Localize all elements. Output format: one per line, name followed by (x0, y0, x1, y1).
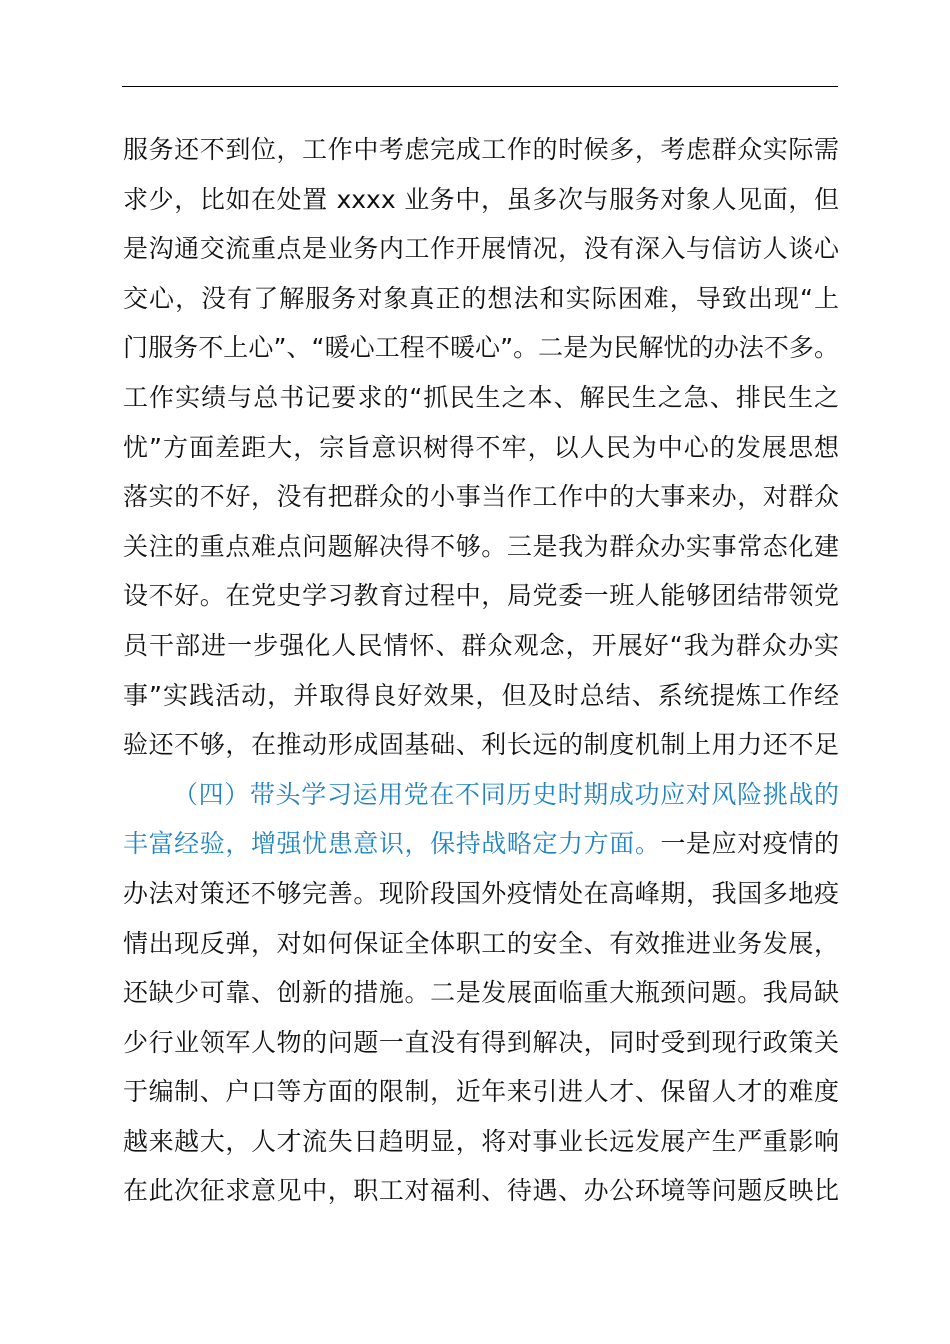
body-line: 求少，比如在处置 xxxx 业务中，虽多次与服务对象人见面，但 (123, 184, 839, 214)
body-line: 还缺少可靠、创新的措施。二是发展面临重大瓶颈问题。我局缺 (123, 978, 839, 1008)
body-line: 设不好。在党史学习教育过程中，局党委一班人能够团结带领党 (123, 581, 839, 611)
body-line: 办法对策还不够完善。现阶段国外疫情处在高峰期，我国多地疫 (123, 878, 839, 908)
body-line: 服务还不到位，工作中考虑完成工作的时候多，考虑群众实际需 (123, 135, 839, 164)
body-line: 事”实践活动，并取得良好效果，但及时总结、系统提炼工作经 (123, 680, 839, 710)
document-body (123, 125, 839, 1216)
body-line: 落实的不好，没有把群众的小事当作工作中的大事来办，对群众 (123, 482, 839, 512)
section-4-heading-tail: 丰富经验，增强忧患意识，保持战略定力方面。 (123, 829, 661, 859)
body-line: 于编制、户口等方面的限制，近年来引进人才、保留人才的难度 (123, 1077, 839, 1107)
body-line: 在此次征求意见中，职工对福利、待遇、办公环境等问题反映比 (123, 1176, 839, 1206)
body-line: 工作实绩与总书记要求的“抓民生之本、解民生之急、排民生之 (123, 382, 839, 412)
section-4-heading: （四）带头学习运用党在不同历史时期成功应对风险挑战的 (173, 779, 839, 809)
body-line: 员干部进一步强化人民情怀、群众观念，开展好“我为群众办实 (123, 630, 839, 660)
header-rule (122, 86, 838, 87)
body-line: 交心，没有了解服务对象真正的想法和实际困难，导致出现“上 (123, 283, 839, 313)
body-line: 少行业领军人物的问题一直没有得到解决，同时受到现行政策关 (123, 1027, 839, 1057)
body-line: 关注的重点难点问题解决得不够。三是我为群众办实事常态化建 (123, 531, 839, 561)
body-line: 是沟通交流重点是业务内工作开展情况，没有深入与信访人谈心 (123, 234, 839, 264)
section-4-text-start: 一是应对疫情的 (660, 829, 839, 859)
section-4-heading-continued (123, 819, 839, 869)
body-line: 门服务不上心”、“暖心工程不暖心”。二是为民解忧的办法不多。 (123, 333, 839, 363)
body-line: 验还不够，在推动形成固基础、利长远的制度机制上用力还不足 (123, 730, 839, 760)
body-line: 越来越大，人才流失日趋明显，将对事业长远发展产生严重影响 (123, 1126, 839, 1156)
body-line: 忧”方面差距大，宗旨意识树得不牢，以人民为中心的发展思想 (123, 432, 839, 462)
body-line: 情出现反弹，对如何保证全体职工的安全、有效推进业务发展， (123, 928, 839, 958)
